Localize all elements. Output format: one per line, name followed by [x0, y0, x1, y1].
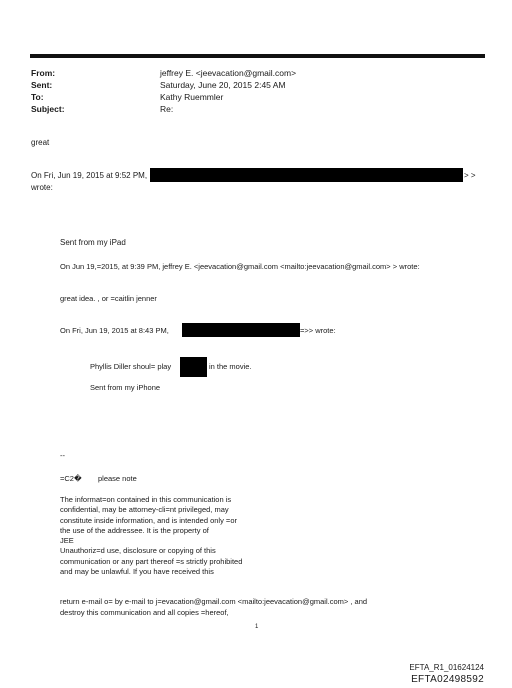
- quote3-suffix: =>> wrote:: [300, 326, 336, 335]
- disclaimer-line: Unauthoriz=d use, disclosure or copying of this: [60, 546, 216, 556]
- return-line-2: destroy this communication and all copies =hereof,: [60, 608, 229, 617]
- quote1-header: On Fri, Jun 19, 2015 at 9:52 PM,: [31, 171, 148, 180]
- header-rule: [30, 54, 485, 58]
- quote3-header: On Fri, Jun 19, 2015 at 8:43 PM,: [60, 326, 169, 335]
- from-value: jeffrey E. <jeevacation@gmail.com>: [160, 68, 297, 78]
- to-label: To:: [31, 92, 44, 102]
- bates-number-2: EFTA02498592: [411, 674, 484, 685]
- disclaimer-line: The informat=on contained in this communication is: [60, 495, 232, 504]
- phyllis-text-before: Phyllis Diller shoul= play: [90, 362, 172, 371]
- redaction-block: [180, 357, 207, 377]
- disclaimer-line: constitute inside information, and is intended only =or: [60, 515, 237, 525]
- sent-from-iphone: Sent from my iPhone: [90, 383, 161, 392]
- sent-from-ipad: Sent from my iPad: [60, 238, 126, 247]
- signature-dashes: --: [60, 451, 65, 460]
- please-note: please note: [98, 474, 137, 483]
- phyllis-text-after: in the movie.: [209, 362, 252, 371]
- disclaimer-line: JEE: [60, 536, 74, 546]
- subject-label: Subject:: [31, 104, 65, 114]
- to-value: Kathy Ruemmler: [160, 92, 224, 102]
- disclaimer-line: confidential, may be attorney-cli=nt privileged, may: [60, 505, 229, 515]
- signature-code: =C2�: [60, 474, 82, 483]
- great-idea-text: great idea. , or =caitlin jenner: [60, 294, 157, 303]
- redaction-block: [182, 323, 300, 337]
- from-label: From:: [31, 68, 56, 78]
- disclaimer-line: communication or any part thereof =s strictly prohibited: [60, 556, 243, 566]
- page-number: 1: [255, 624, 259, 630]
- subject-value: Re:: [160, 104, 174, 114]
- disclaimer: [60, 495, 242, 577]
- quote1-wrote: wrote:: [31, 183, 53, 192]
- reply-text: great: [31, 138, 50, 147]
- quote2-header: On Jun 19,=2015, at 9:39 PM, jeffrey E. <jeevacation@gmail.com <mailto:jeevacation@gmail.com> > wrote:: [60, 262, 420, 271]
- redaction-block: [150, 168, 463, 182]
- sent-value: Saturday, June 20, 2015 2:45 AM: [160, 80, 286, 90]
- bates-number-1: EFTA_R1_01624124: [409, 663, 484, 672]
- disclaimer-line: and may be unlawful. If you have received this: [60, 567, 214, 577]
- disclaimer-line: the use of the addressee. It is the property of: [60, 525, 209, 535]
- return-line-1: return e-mail o= by e-mail to j=evacation@gmail.com <mailto:jeevacation@gmail.com> , and: [60, 597, 368, 606]
- quote1-suffix: > >: [464, 171, 476, 180]
- sent-label: Sent:: [31, 80, 53, 90]
